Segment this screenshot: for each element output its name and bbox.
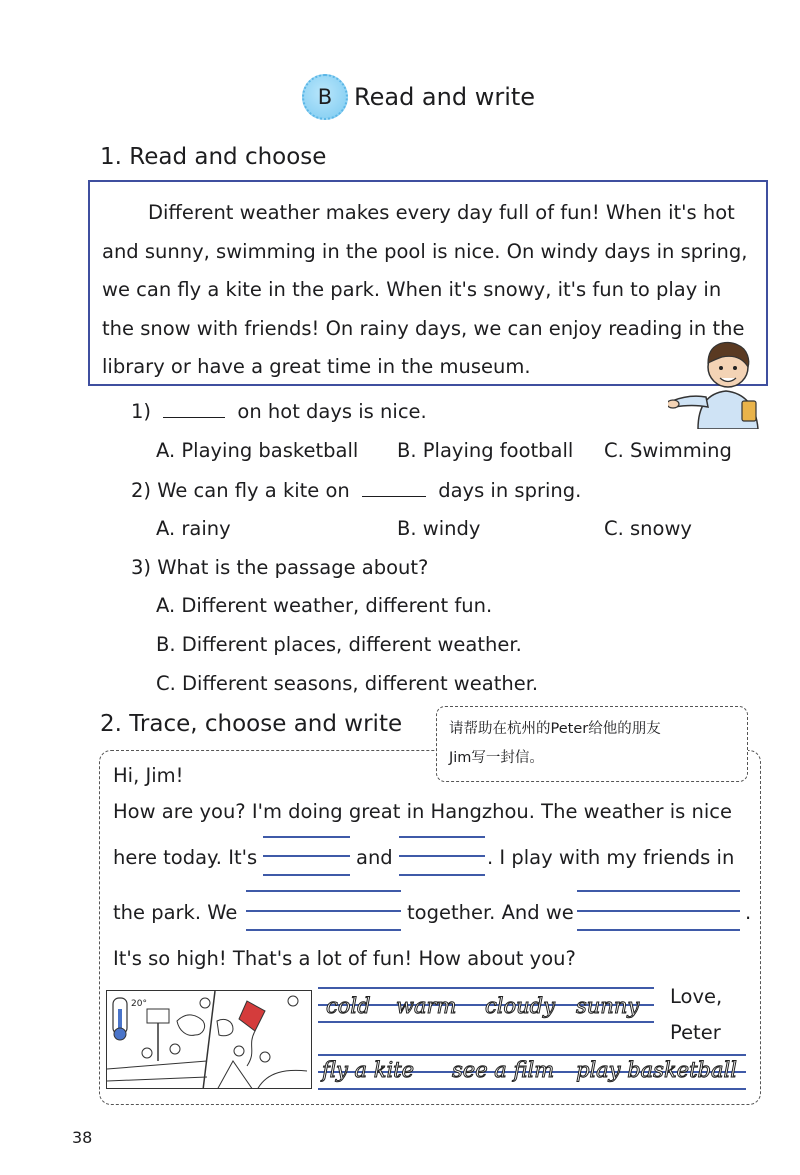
- part2-title: 2. Trace, choose and write: [100, 711, 403, 737]
- reading-passage: Different weather makes every day full of fun! When it's hot and sunny, swimming in the pool is nice. On windy days in spring, we can fly a kite in the park. When it's snowy, it's fun to play in the snow with friends! On rainy days, we can enjoy reading in the library or have a great time in the museum.: [102, 201, 748, 379]
- question-1: [131, 400, 427, 423]
- question-1-option-b[interactable]: B. Playing football: [397, 439, 574, 462]
- trace-phrase-play-basketball[interactable]: play basketball: [576, 1058, 737, 1082]
- question-2-option-c[interactable]: C. snowy: [604, 517, 692, 540]
- boy-illustration: [668, 335, 772, 429]
- writing-guide-line: [577, 890, 740, 892]
- section-header: [302, 72, 535, 122]
- question-3: 3) What is the passage about?: [131, 556, 429, 579]
- question-2-text-before: 2) We can fly a kite on: [131, 479, 350, 502]
- letter-line-2-end: . I play with my friends in: [487, 846, 735, 869]
- writing-guide-line: [246, 890, 401, 892]
- question-2-option-a[interactable]: A. rainy: [156, 517, 231, 540]
- trace-phrase-fly-a-kite[interactable]: fly a kite: [322, 1058, 415, 1082]
- question-2-option-b[interactable]: B. windy: [397, 517, 481, 540]
- writing-guide-line: [318, 987, 654, 989]
- question-1-option-c[interactable]: C. Swimming: [604, 439, 732, 462]
- question-2: [131, 479, 581, 502]
- trace-word-sunny[interactable]: sunny: [576, 994, 640, 1018]
- writing-guide-line: [246, 910, 401, 912]
- question-1-option-a[interactable]: A. Playing basketball: [156, 439, 359, 462]
- section-title: Read and write: [354, 83, 536, 111]
- writing-blank-2[interactable]: [399, 874, 485, 876]
- question-2-blank[interactable]: [362, 481, 426, 497]
- writing-guide-line: [318, 1088, 746, 1090]
- writing-blank-4[interactable]: [577, 929, 740, 931]
- letter-signature: Peter: [670, 1021, 721, 1044]
- question-3-option-c[interactable]: C. Different seasons, different weather.: [156, 672, 539, 695]
- weather-activity-picture: [106, 990, 312, 1089]
- letter-closing: Love,: [670, 985, 723, 1008]
- question-3-option-b[interactable]: B. Different places, different weather.: [156, 633, 522, 656]
- writing-guide-line: [577, 910, 740, 912]
- writing-guide-line: [399, 836, 485, 838]
- instruction-note-line-1: 请帮助在杭州的Peter给他的朋友: [449, 721, 661, 737]
- trace-phrase-see-a-film[interactable]: see a film: [452, 1058, 555, 1082]
- letter-line-2-and: and: [356, 846, 393, 869]
- trace-word-cold[interactable]: cold: [326, 994, 371, 1018]
- page-number: 38: [72, 1128, 93, 1147]
- writing-guide-line: [399, 855, 485, 857]
- part1-title: 1. Read and choose: [100, 144, 327, 170]
- trace-word-warm[interactable]: warm: [396, 994, 457, 1018]
- thermometer-reading: 20°: [131, 999, 147, 1009]
- reading-passage-box: [88, 180, 768, 386]
- writing-blank-1[interactable]: [263, 874, 350, 876]
- writing-guide-line: [318, 1021, 654, 1023]
- question-3-option-a[interactable]: A. Different weather, different fun.: [156, 594, 493, 617]
- trace-word-cloudy[interactable]: cloudy: [485, 994, 555, 1018]
- letter-greeting: Hi, Jim!: [113, 764, 184, 787]
- question-2-text-after: days in spring.: [438, 479, 582, 502]
- question-1-blank[interactable]: [163, 402, 225, 418]
- writing-blank-3[interactable]: [246, 929, 401, 931]
- question-1-number: 1): [131, 400, 152, 423]
- writing-guide-line: [263, 836, 350, 838]
- section-badge: B: [302, 74, 348, 120]
- instruction-note: [436, 706, 748, 782]
- writing-guide-line: [263, 855, 350, 857]
- letter-line-1: How are you? I'm doing great in Hangzhou. The weather is nice: [113, 800, 733, 823]
- question-1-text: on hot days is nice.: [237, 400, 427, 423]
- letter-line-3-end: .: [745, 901, 752, 924]
- writing-guide-line: [318, 1054, 746, 1056]
- letter-line-3-start: the park. We: [113, 901, 238, 924]
- letter-line-3-middle: together. And we: [407, 901, 574, 924]
- letter-line-2-start: here today. It's: [113, 846, 258, 869]
- letter-line-4: It's so high! That's a lot of fun! How about you?: [113, 947, 576, 970]
- instruction-note-line-2: Jim写一封信。: [449, 750, 544, 766]
